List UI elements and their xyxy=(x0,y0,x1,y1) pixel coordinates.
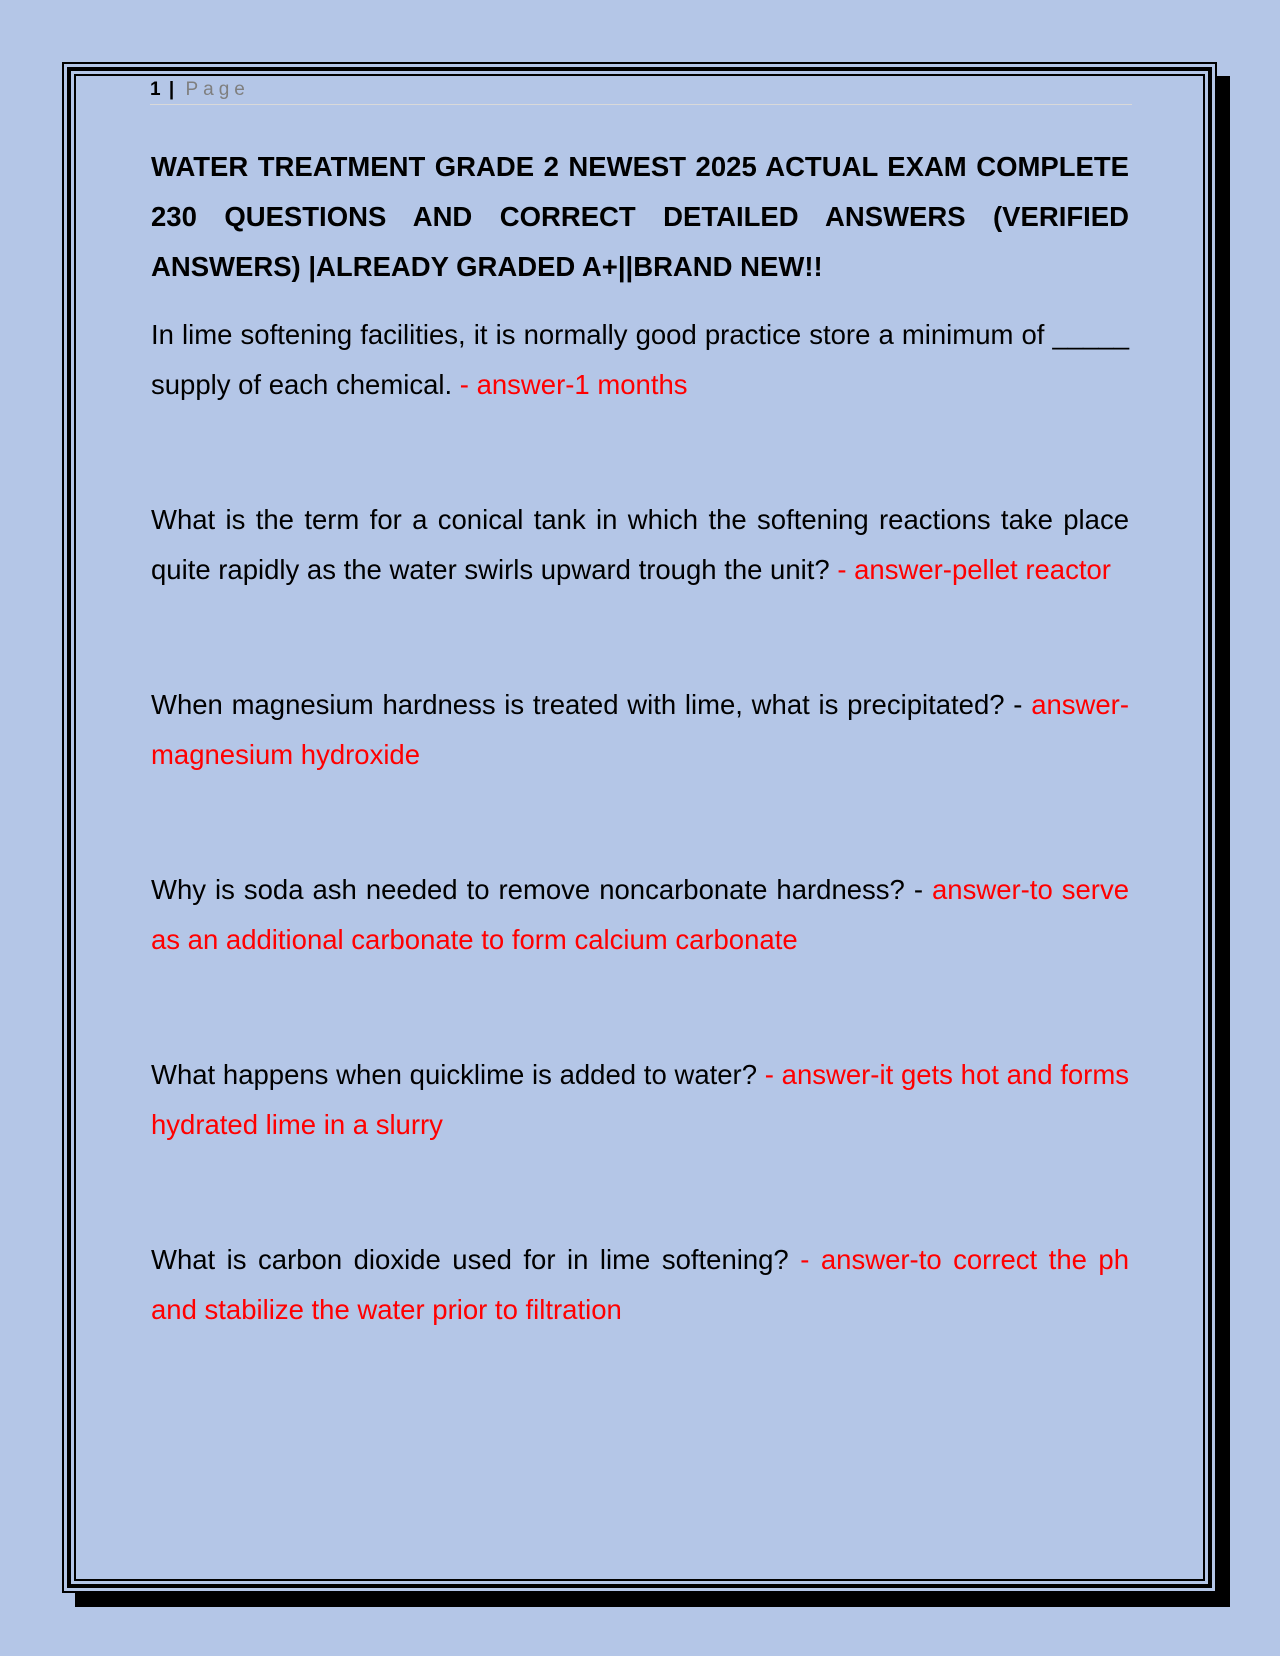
document-body xyxy=(151,142,1129,1335)
answer-text: answer-to serve as an additional carbonate to form calcium carbonate xyxy=(151,874,1129,955)
qa-item-2 xyxy=(151,495,1129,595)
answer-text: - answer-to correct the ph and stabilize the water prior to filtration xyxy=(151,1244,1129,1325)
question-text: What is the term for a conical tank in which the softening reactions take place quite rapidly as the water swirls upward trough the unit? xyxy=(151,504,1129,585)
question-text: What happens when quicklime is added to water? xyxy=(151,1059,758,1090)
question-text: In lime softening facilities, it is normally good practice store a minimum of _____ supply of each chemical. xyxy=(151,319,1129,400)
qa-item-5 xyxy=(151,1050,1129,1150)
page-header-separator: | xyxy=(168,79,175,100)
question-text: What is carbon dioxide used for in lime softening? xyxy=(151,1244,789,1275)
page-number: 1 xyxy=(150,79,161,100)
question-text: When magnesium hardness is treated with lime, what is precipitated? - xyxy=(151,689,1023,720)
document-title: WATER TREATMENT GRADE 2 NEWEST 2025 ACTUAL EXAM COMPLETE 230 QUESTIONS AND CORRECT DETAILED ANSWERS (VERIFIED ANSWERS) |ALREADY GRADED A+||BRAND NEW!! xyxy=(151,151,1129,282)
qa-item-1 xyxy=(151,310,1129,410)
answer-text: - answer-it gets hot and forms hydrated lime in a slurry xyxy=(151,1059,1129,1140)
qa-item-6 xyxy=(151,1235,1129,1335)
answer-text: answer-magnesium hydroxide xyxy=(151,689,1129,770)
answer-text: - answer-pellet reactor xyxy=(837,554,1111,585)
answer-text: - answer-1 months xyxy=(459,369,688,400)
qa-item-3 xyxy=(151,680,1129,780)
qa-item-4 xyxy=(151,865,1129,965)
page-header xyxy=(150,76,1132,105)
page-label: Page xyxy=(185,79,250,100)
question-text: Why is soda ash needed to remove noncarbonate hardness? - xyxy=(151,874,923,905)
